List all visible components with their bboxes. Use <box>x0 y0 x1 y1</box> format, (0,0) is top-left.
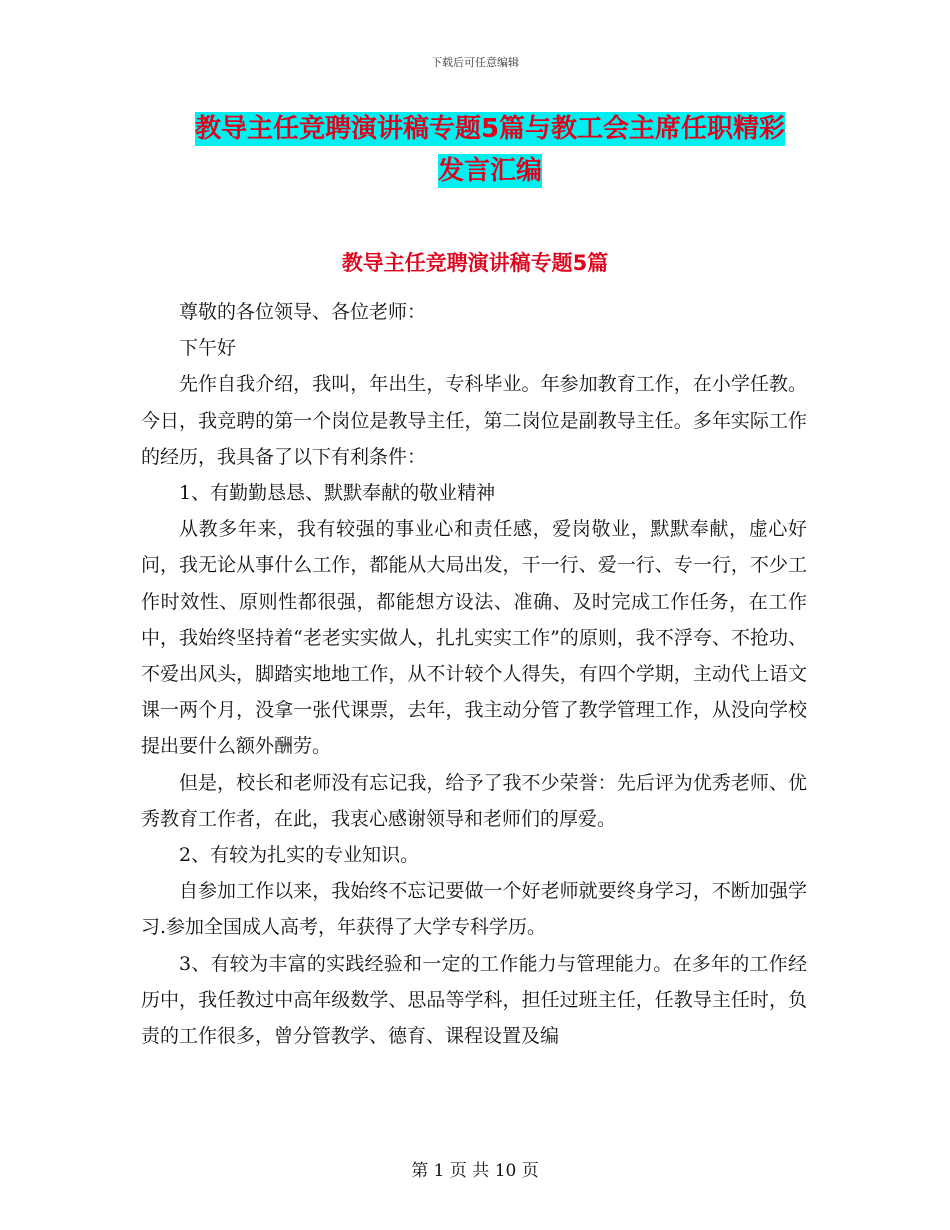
paragraph: 先作自我介绍，我叫，年出生，专科毕业。年参加教育工作，在小学任教。今日，我竞聘的第一个岗位是教导主任，第二岗位是副教导主任。多年实际工作的经历，我具备了以下有利条件： <box>141 373 807 468</box>
paragraph: 从教多年来，我有较强的事业心和责任感，爱岗敬业，默默奉献，虚心好问，我无论从事什么工作，都能从大局出发，干一行、爱一行、专一行，不少工作时效性、原则性都很强，都能想方设法、准确、及时完成工作任务，在工作中，我始终坚持着“老老实实做人，扎扎实实工作”的原则，我不浮夸、不抢功、不爱出风头，脚踏实地地工作，从不计较个人得失，有四个学期，主动代上语文课一两个月，没拿一张代课票，去年，我主动分管了教学管理工作，从没向学校提出要什么额外酬劳。 <box>141 518 807 758</box>
header-note: 下载后可任意编辑 <box>431 56 519 69</box>
paragraph: 尊敬的各位领导、各位老师： <box>179 301 427 323</box>
paragraph: 自参加工作以来，我始终不忘记要做一个好老师就要终身学习，不断加强学习.参加全国成人高考，年获得了大学专科学历。 <box>141 880 807 939</box>
title-line-2: 发言汇编 <box>437 156 542 186</box>
paragraph: 1、有勤勤恳恳、默默奉献的敬业精神 <box>179 482 496 505</box>
section-title: 教导主任竞聘演讲稿专题5篇 <box>341 251 609 275</box>
paragraph: 下午好 <box>179 337 237 360</box>
body-text <box>141 294 807 1054</box>
title-line-1: 教导主任竞聘演讲稿专题5篇与教工会主席任职精彩 <box>194 114 786 144</box>
document-title <box>150 108 830 192</box>
page-footer: 第 1 页 共 10 页 <box>411 1161 539 1181</box>
paragraph: 3、有较为丰富的实践经验和一定的工作能力与管理能力。在多年的工作经历中，我任教过中高年级数学、思品等学科，担任过班主任，任教导主任时，负责的工作很多，曾分管教学、德育、课程设置及编 <box>141 952 807 1048</box>
paragraph: 2、有较为扎实的专业知识。 <box>179 844 420 867</box>
paragraph: 但是，校长和老师没有忘记我，给予了我不少荣誉：先后评为优秀老师、优秀教育工作者，在此，我衷心感谢领导和老师们的厚爱。 <box>141 771 807 830</box>
